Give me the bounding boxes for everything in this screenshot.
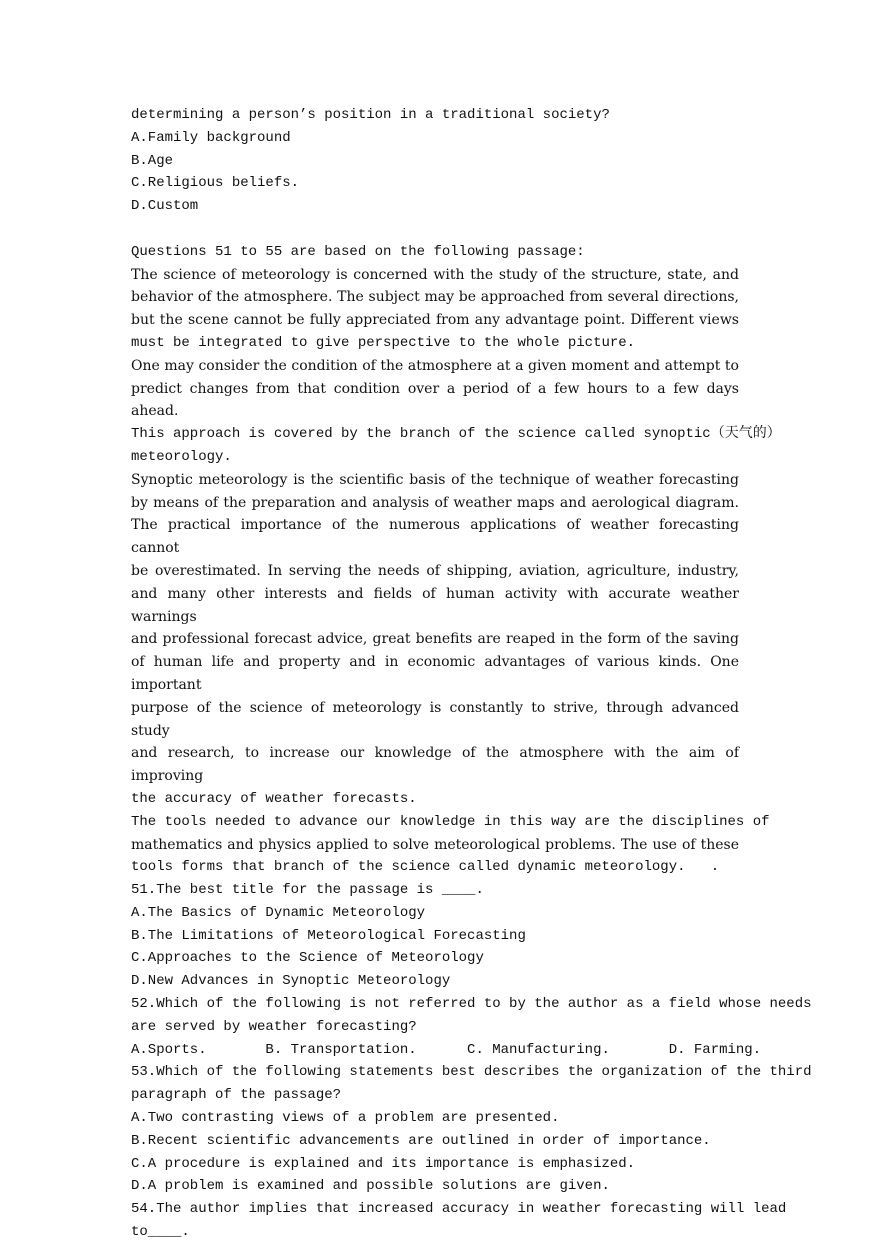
question-53-stem: paragraph of the passage? xyxy=(131,1087,342,1104)
passage-line: but the scene cannot be fully appreciated from any advantage point. Different views xyxy=(131,312,739,329)
reading-passage xyxy=(131,241,781,879)
question-53-option-a: A.Two contrasting views of a problem are presented. xyxy=(131,1110,560,1127)
passage-line: predict changes from that condition over a period of a few hours to a few days ahead. xyxy=(131,380,739,420)
passage-line: of human life and property and in economic advantages of various kinds. One important xyxy=(131,654,739,693)
question-54-stem: to____. xyxy=(131,1224,190,1241)
passage-line: Synoptic meteorology is the scientific basis of the technique of weather forecasting xyxy=(131,471,739,488)
passage-line: behavior of the atmosphere. The subject may be approached from several directions, xyxy=(131,289,739,306)
passage-line: and many other interests and fields of human activity with accurate weather warnings xyxy=(131,585,739,625)
passage-line: purpose of the science of meteorology is constantly to strive, through advanced study xyxy=(131,699,739,739)
question-53-option-d: D.A problem is examined and possible solutions are given. xyxy=(131,1178,610,1195)
section-spacer xyxy=(131,218,739,241)
passage-line: tools forms that branch of the science called dynamic meteorology. . xyxy=(131,859,720,876)
question-51-option-c: C.Approaches to the Science of Meteorology xyxy=(131,950,484,967)
passage-line: mathematics and physics applied to solve meteorological problems. The use of these xyxy=(131,836,739,853)
question-50-block xyxy=(131,104,739,218)
document-page xyxy=(131,104,812,1244)
question-50-option-d: D.Custom xyxy=(131,198,199,215)
question-54-block xyxy=(131,1198,787,1244)
question-53-option-c: C.A procedure is explained and its importance is emphasized. xyxy=(131,1155,636,1172)
passage-intro: Questions 51 to 55 are based on the following passage: xyxy=(131,243,585,260)
question-52-stem: are served by weather forecasting? xyxy=(131,1018,417,1035)
passage-line: must be integrated to give perspective to the whole picture. xyxy=(131,334,636,351)
passage-line: The practical importance of the numerous applications of weather forecasting cannot xyxy=(131,517,739,557)
passage-line: the accuracy of weather forecasts. xyxy=(131,790,417,807)
passage-line: by means of the preparation and analysis of weather maps and aerological diagram. xyxy=(131,494,739,511)
question-52-block xyxy=(131,993,812,1061)
question-50-option-b: B.Age xyxy=(131,152,174,169)
passage-line: This approach is covered by the branch of the science called synoptic（天气的） xyxy=(131,426,781,443)
question-53-stem: 53.Which of the following statements best describes the organization of the third xyxy=(131,1064,812,1081)
passage-line: meteorology. xyxy=(131,448,232,465)
question-51-option-a: A.The Basics of Dynamic Meteorology xyxy=(131,904,426,921)
passage-line: and research, to increase our knowledge of the atmosphere with the aim of improving xyxy=(131,745,739,785)
question-53-block xyxy=(131,1061,812,1198)
question-52-stem: 52.Which of the following is not referred to by the author as a field whose needs xyxy=(131,996,812,1013)
question-53-option-b: B.Recent scientific advancements are outlined in order of importance. xyxy=(131,1132,711,1149)
passage-line: be overestimated. In serving the needs of shipping, aviation, agriculture, industry, xyxy=(131,562,739,579)
question-51-option-b: B.The Limitations of Meteorological Forecasting xyxy=(131,927,526,944)
question-51-block xyxy=(131,879,739,993)
question-50-option-a: A.Family background xyxy=(131,129,291,146)
question-51-stem: 51.The best title for the passage is ____. xyxy=(131,882,484,899)
question-51-option-d: D.New Advances in Synoptic Meteorology xyxy=(131,973,451,990)
passage-line: The science of meteorology is concerned with the study of the structure, state, and xyxy=(131,266,739,283)
question-52-options: A.Sports. B. Transportation. C. Manufacturing. D. Farming. xyxy=(131,1041,762,1058)
question-50-stem: determining a person’s position in a traditional society? xyxy=(131,107,610,123)
passage-line: The tools needed to advance our knowledge in this way are the disciplines of xyxy=(131,813,770,830)
passage-line: and professional forecast advice, great benefits are reaped in the form of the saving xyxy=(131,631,739,648)
question-54-stem: 54.The author implies that increased accuracy in weather forecasting will lead xyxy=(131,1201,787,1218)
question-50-option-c: C.Religious beliefs. xyxy=(131,175,300,192)
passage-line: One may consider the condition of the atmosphere at a given moment and attempt to xyxy=(131,357,739,374)
